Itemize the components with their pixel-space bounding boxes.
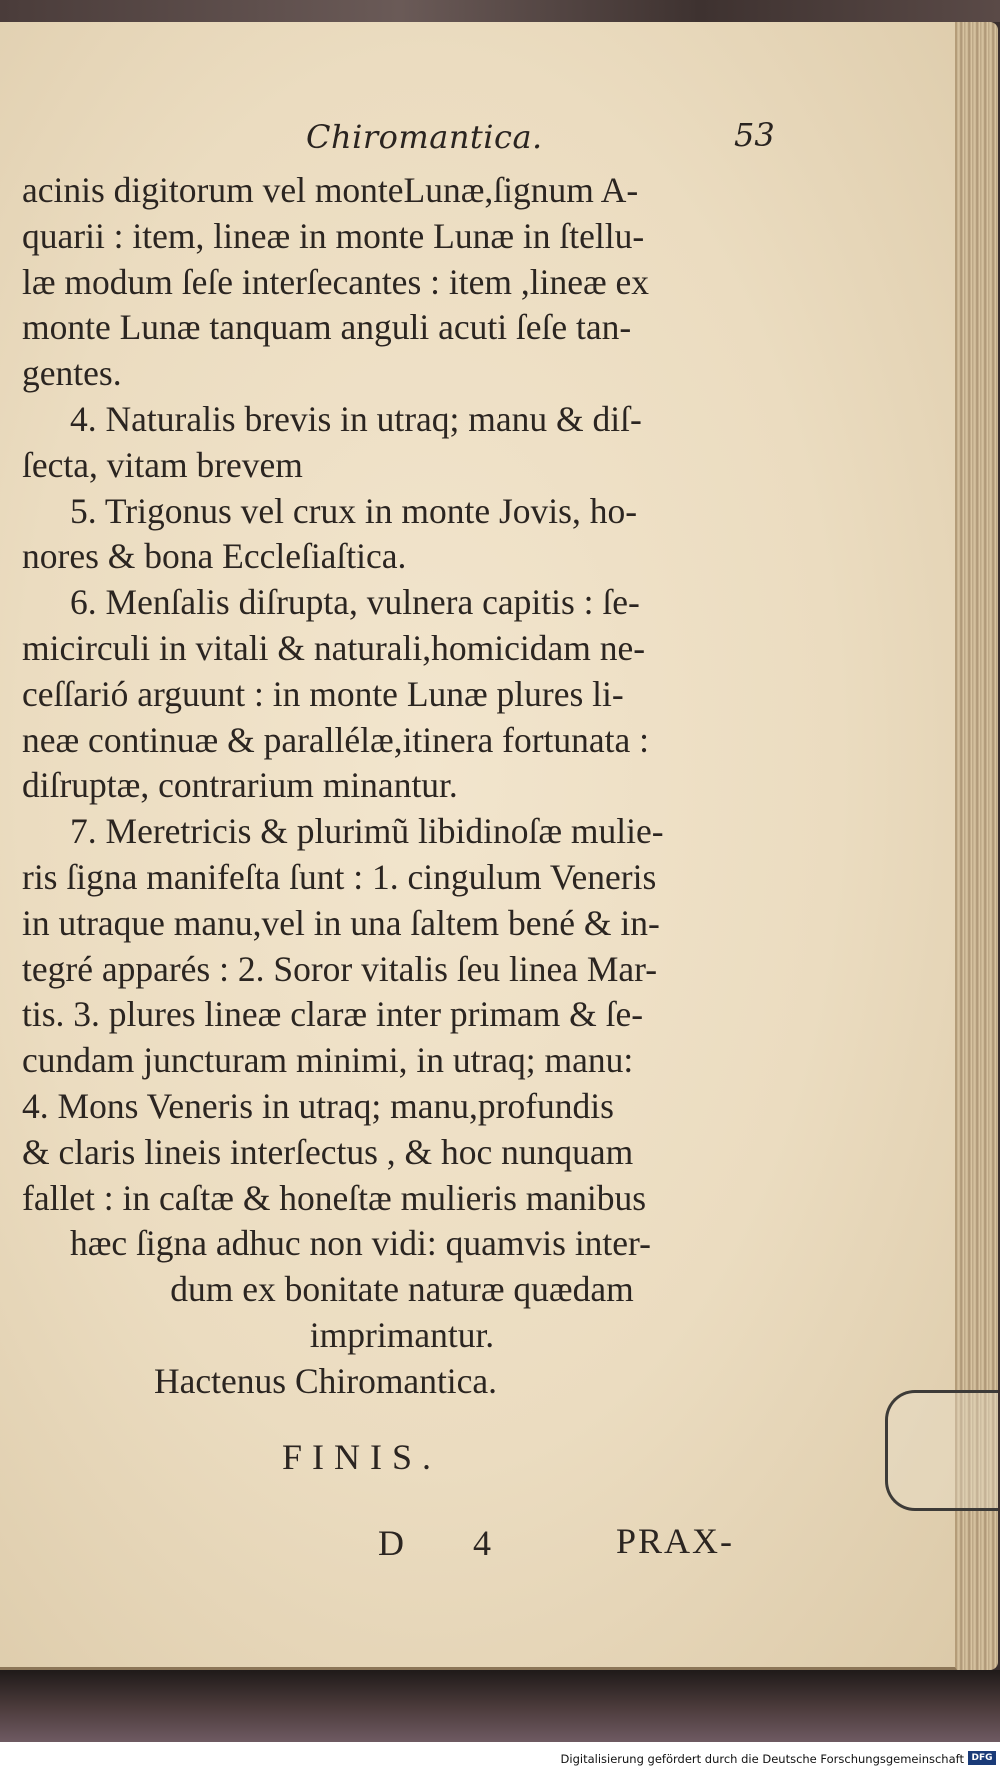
scan-bottom-edge	[0, 1670, 1000, 1742]
scan-top-edge	[0, 0, 1000, 22]
text-line: nores & bona Eccleſiaſtica.	[22, 536, 407, 577]
text-line: ris ſigna manifeſta ſunt : 1. cingulum Veneris	[22, 856, 657, 897]
running-head: Chiromantica.	[306, 118, 543, 156]
text-line: quarii : item, lineæ in monte Lunæ in ſtellu-	[22, 215, 645, 256]
text-line: hæc ſigna adhuc non vidi: quamvis inter-	[70, 1223, 651, 1264]
body-text	[22, 168, 782, 1405]
text-line: ſecta, vitam brevem	[22, 444, 303, 485]
text-line: in utraque manu,vel in una ſaltem bené & in-	[22, 902, 660, 943]
text-line: 6. Menſalis diſrupta, vulnera capitis : ſe-	[70, 582, 640, 623]
funding-credit: Digitalisierung gefördert durch die Deutsche Forschungsgemeinschaft	[560, 1752, 964, 1766]
text-line: Hactenus Chiromantica.	[154, 1360, 498, 1401]
text-line: imprimantur.	[309, 1314, 495, 1355]
text-line: tegré apparés : 2. Soror vitalis ſeu linea Mar-	[22, 948, 658, 989]
page-number: 53	[734, 116, 775, 154]
digitization-footer	[0, 1742, 1000, 1772]
text-line: gentes.	[22, 353, 122, 394]
text-line: 5. Trigonus vel crux in monte Jovis, ho-	[70, 490, 638, 531]
text-line: tis. 3. plures lineæ claræ inter primam & ſe-	[22, 994, 644, 1035]
text-line: cundam juncturam minimi, in utraq; manu:	[22, 1040, 634, 1081]
text-line: læ modum ſeſe interſecantes : item ,lineæ ex	[22, 261, 650, 302]
text-line: 4. Naturalis brevis in utraq; manu & diſ-	[70, 398, 642, 439]
text-line: 7. Meretricis & plurimũ libidinoſæ mulie-	[70, 811, 664, 852]
signature-mark: D 4	[378, 1523, 521, 1563]
text-line: 4. Mons Veneris in utraq; manu,profundis	[22, 1085, 614, 1126]
text-line: diſruptæ, contrarium minantur.	[22, 765, 458, 806]
dfg-logo-icon: DFG	[968, 1751, 996, 1765]
text-line: micirculi in vitali & naturali,homicidam ne-	[22, 627, 646, 668]
catchword: PRAX-	[616, 1521, 735, 1561]
page-clip	[885, 1390, 998, 1511]
text-line: acinis digitorum vel monteLunæ,ſignum A-	[22, 170, 639, 210]
text-line: neæ continuæ & parallélæ,itinera fortunata :	[22, 719, 649, 760]
text-line: monte Lunæ tanquam anguli acuti ſeſe tan-	[22, 307, 632, 348]
text-line: ceſſarió arguunt : in monte Lunæ plures li-	[22, 673, 624, 714]
text-line: dum ex bonitate naturæ quædam	[170, 1269, 634, 1310]
text-line: & claris lineis interſectus , & hoc nunquam	[22, 1131, 634, 1172]
text-line: fallet : in caſtæ & honeſtæ mulieris manibus	[22, 1177, 647, 1218]
finis-heading: FINIS.	[282, 1437, 442, 1477]
